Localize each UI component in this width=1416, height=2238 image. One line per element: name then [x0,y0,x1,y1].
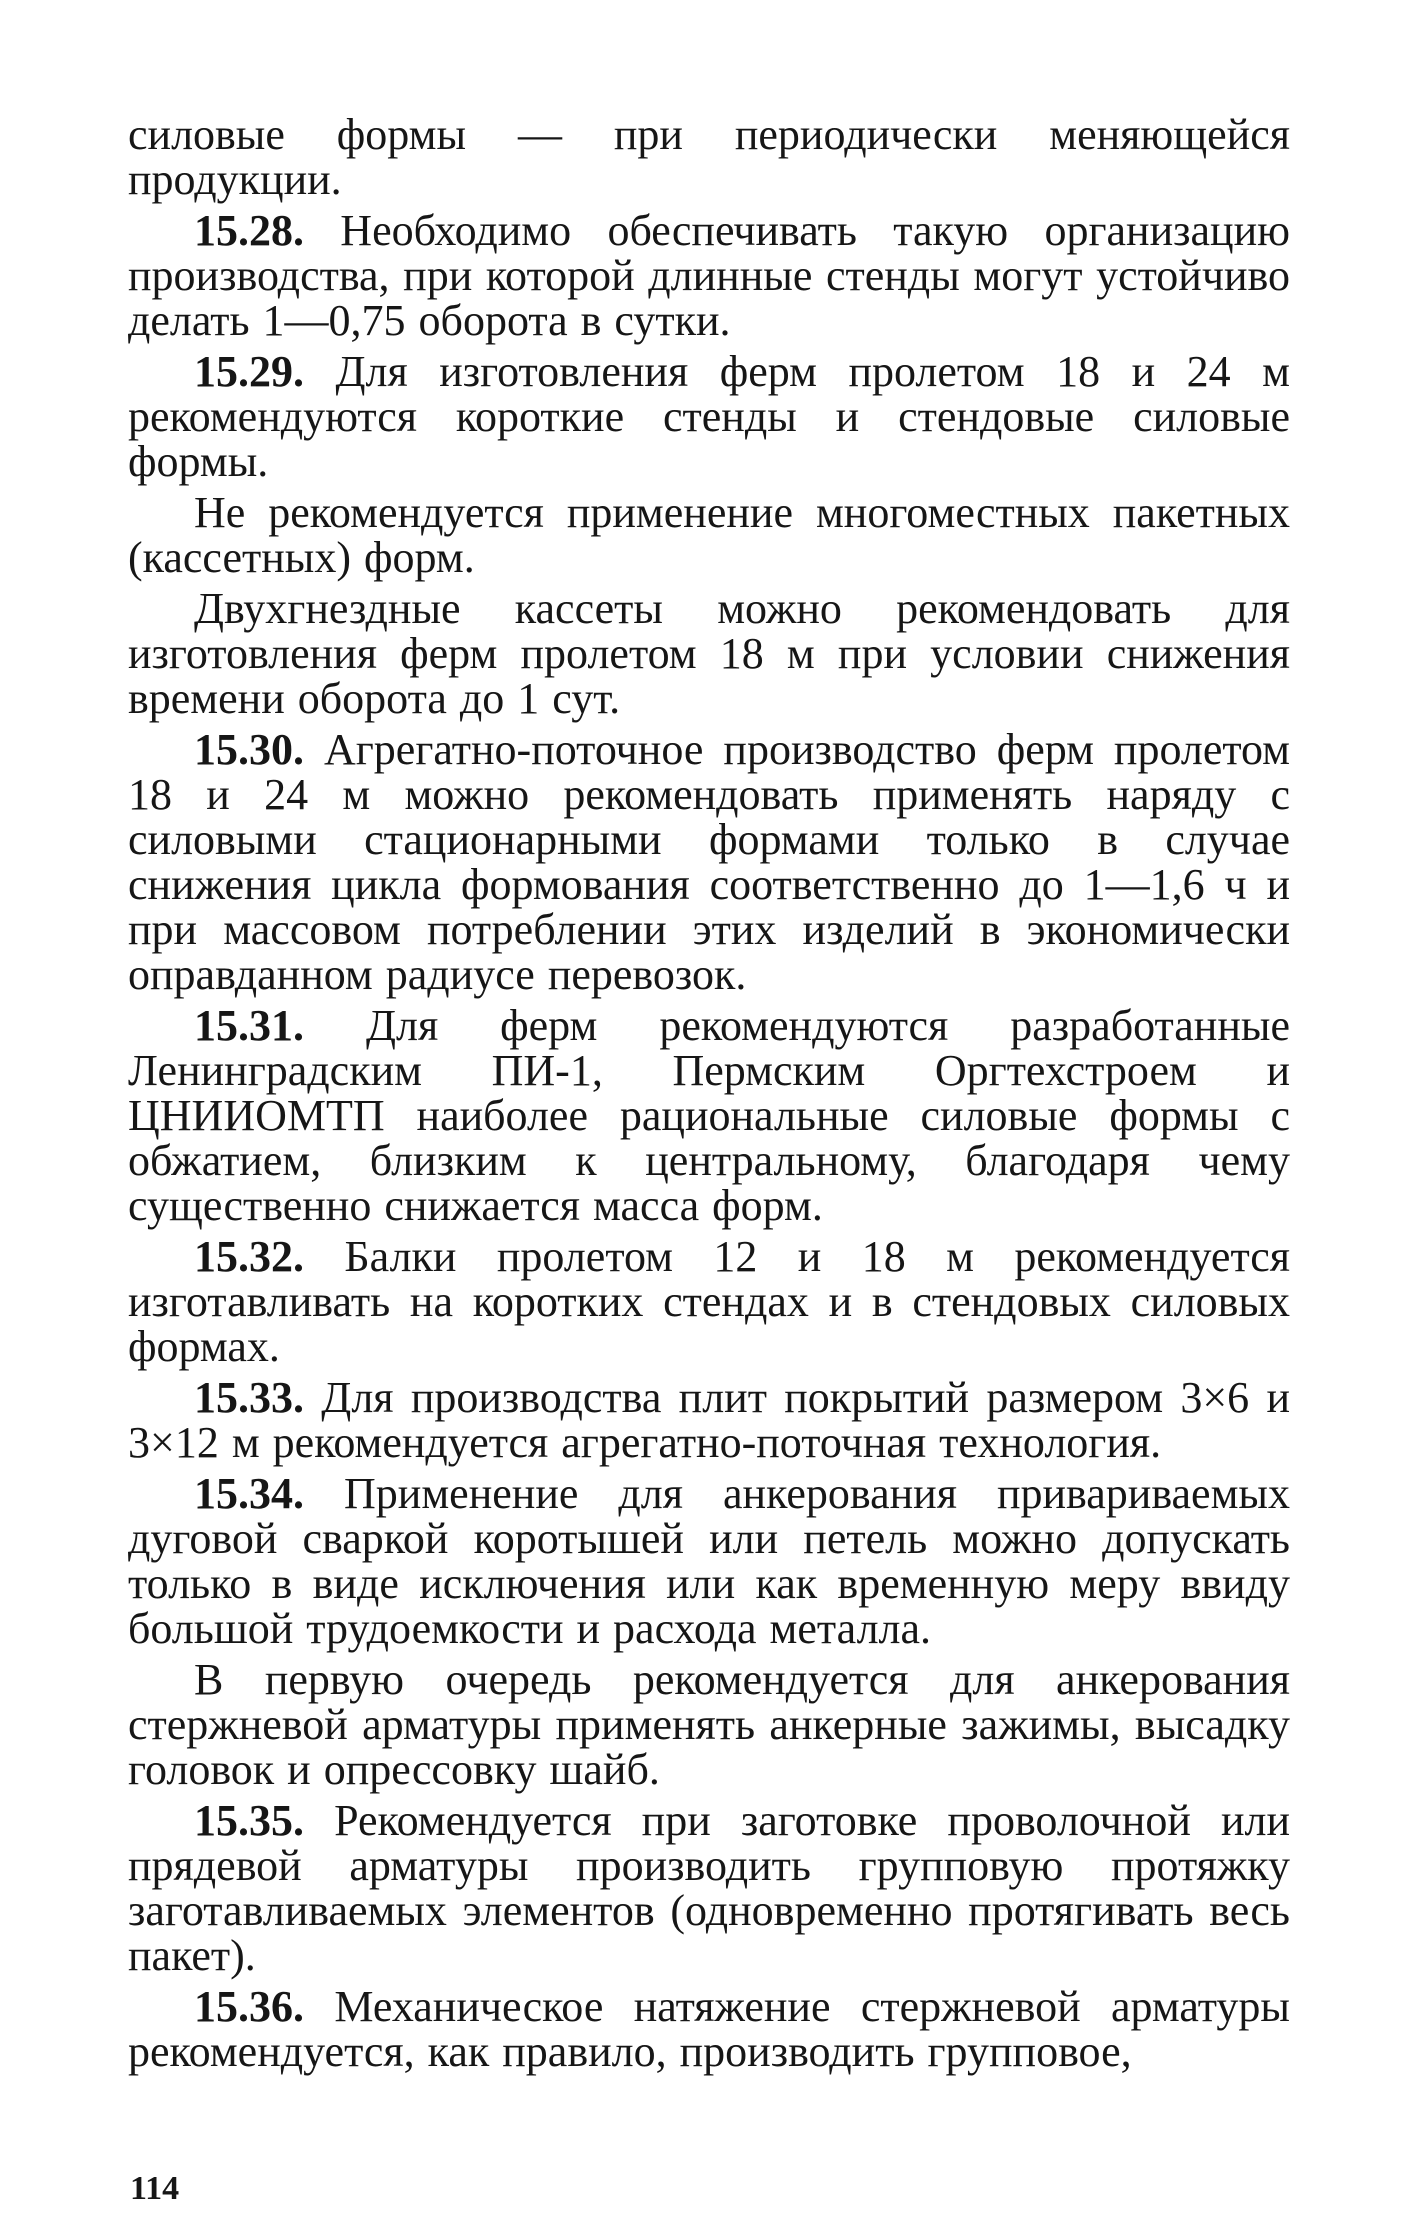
paragraph-anchoring [128,1657,1290,1792]
paragraph-15-31 [128,1003,1290,1228]
paragraph-text: Механическое натяжение стержневой арматуры рекомендуется, как правило, производить групповое, [128,1982,1290,2076]
paragraph-cassette-forms [128,490,1290,580]
paragraph-text: Для ферм рекомендуются разработанные Ленинградским ПИ-1, Пермским Оргтехстроем и ЦНИИОМТП наиболее рациональные силовые формы с обжатием, близким к центральному, благодаря чему существенно снижается масса форм. [128,1001,1290,1230]
paragraph-text: Для производства плит покрытий размером 3×6 и 3×12 м рекомендуется агрегатно-поточная технология. [128,1373,1290,1467]
paragraph-text: Рекомендуется при заготовке проволочной или прядевой арматуры производить групповую протяжку заготавливаемых элементов (одновременно протягивать весь пакет). [128,1796,1290,1980]
paragraph-text: Необходимо обеспечивать такую организацию производства, при которой длинные стенды могут устойчиво делать 1—0,75 оборота в сутки. [128,206,1290,345]
paragraph-continuation [128,112,1290,202]
paragraph-text: Балки пролетом 12 и 18 м рекомендуется изготавливать на коротких стендах и в стендовых силовых формах. [128,1232,1290,1371]
paragraph-15-28 [128,208,1290,343]
page-body [128,112,1290,2080]
clause-number: 15.34. [194,1469,304,1518]
paragraph-15-35 [128,1798,1290,1978]
paragraph-text: Не рекомендуется применение многоместных пакетных (кассетных) форм. [128,488,1290,582]
clause-number: 15.30. [194,725,304,774]
paragraph-15-29 [128,349,1290,484]
paragraph-text: Применение для анкерования привариваемых дуговой сваркой коротышей или петель можно допускать только в виде исключения или как временную меру ввиду большой трудоемкости и расхода металла. [128,1469,1290,1653]
paragraph-15-34 [128,1471,1290,1651]
paragraph-text: Агрегатно-поточное производство ферм пролетом 18 и 24 м можно рекомендовать применять наряду с силовыми стационарными формами только в случае снижения цикла формования соответственно до 1—1,6 ч и при массовом потреблении этих изделий в экономически оправданном радиусе перевозок. [128,725,1290,999]
paragraph-text: В первую очередь рекомендуется для анкерования стержневой арматуры применять анкерные зажимы, высадку головок и опрессовку шайб. [128,1655,1290,1794]
paragraph-15-32 [128,1234,1290,1369]
clause-number: 15.36. [194,1982,304,2031]
clause-number: 15.33. [194,1373,304,1422]
paragraph-15-36 [128,1984,1290,2074]
paragraph-text: Двухгнездные кассеты можно рекомендовать для изготовления ферм пролетом 18 м при условии снижения времени оборота до 1 сут. [128,584,1290,723]
paragraph-two-cell-cassettes [128,586,1290,721]
page-number: 114 [130,2170,180,2207]
paragraph-15-33 [128,1375,1290,1465]
clause-number: 15.32. [194,1232,304,1281]
paragraph-15-30 [128,727,1290,997]
clause-number: 15.28. [194,206,304,255]
paragraph-text: Для изготовления ферм пролетом 18 и 24 м рекомендуются короткие стенды и стендовые силовые формы. [128,347,1290,486]
clause-number: 15.35. [194,1796,304,1845]
clause-number: 15.29. [194,347,304,396]
paragraph-text: силовые формы — при периодически меняющейся продукции. [128,110,1290,204]
clause-number: 15.31. [194,1001,304,1050]
